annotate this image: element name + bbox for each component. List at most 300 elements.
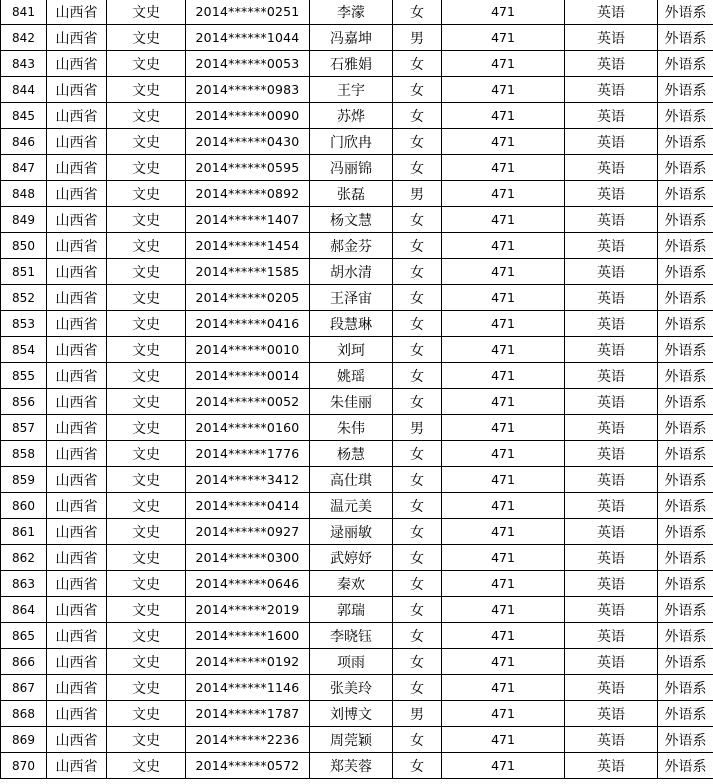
seq-cell: 860 (1, 493, 47, 519)
province-cell: 山西省 (47, 675, 107, 701)
province-cell: 山西省 (47, 493, 107, 519)
score-cell: 471 (442, 545, 565, 571)
category-cell: 文史 (107, 155, 186, 181)
seq-cell: 870 (1, 753, 47, 779)
table-row (1, 311, 713, 337)
score-cell: 471 (442, 597, 565, 623)
department-cell: 外语系 (658, 389, 713, 415)
seq-cell: 855 (1, 363, 47, 389)
major-cell: 英语 (565, 493, 658, 519)
seq-cell: 842 (1, 25, 47, 51)
student-name-cell: 李晓钰 (310, 623, 393, 649)
table-row (1, 233, 713, 259)
department-cell: 外语系 (658, 51, 713, 77)
seq-cell: 852 (1, 285, 47, 311)
table-row (1, 363, 713, 389)
province-cell: 山西省 (47, 233, 107, 259)
seq-cell: 865 (1, 623, 47, 649)
major-cell: 英语 (565, 727, 658, 753)
province-cell: 山西省 (47, 311, 107, 337)
seq-cell: 864 (1, 597, 47, 623)
gender-cell: 女 (393, 649, 442, 675)
category-cell: 文史 (107, 649, 186, 675)
department-cell: 外语系 (658, 493, 713, 519)
province-cell: 山西省 (47, 441, 107, 467)
score-cell: 471 (442, 675, 565, 701)
exam-id-cell: 2014******0052 (186, 389, 310, 415)
category-cell: 文史 (107, 51, 186, 77)
department-cell: 外语系 (658, 571, 713, 597)
table-row (1, 51, 713, 77)
category-cell: 文史 (107, 25, 186, 51)
major-cell: 英语 (565, 233, 658, 259)
exam-id-cell: 2014******0053 (186, 51, 310, 77)
student-name-cell: 杨文慧 (310, 207, 393, 233)
major-cell: 英语 (565, 259, 658, 285)
gender-cell: 女 (393, 597, 442, 623)
department-cell: 外语系 (658, 675, 713, 701)
category-cell: 文史 (107, 285, 186, 311)
major-cell: 英语 (565, 597, 658, 623)
student-name-cell: 冯嘉坤 (310, 25, 393, 51)
score-cell: 471 (442, 233, 565, 259)
category-cell: 文史 (107, 129, 186, 155)
seq-cell: 854 (1, 337, 47, 363)
score-cell: 471 (442, 727, 565, 753)
exam-id-cell: 2014******0205 (186, 285, 310, 311)
major-cell: 英语 (565, 337, 658, 363)
major-cell: 英语 (565, 389, 658, 415)
gender-cell: 男 (393, 701, 442, 727)
score-cell: 471 (442, 649, 565, 675)
department-cell: 外语系 (658, 103, 713, 129)
student-name-cell: 王宇 (310, 77, 393, 103)
gender-cell: 女 (393, 441, 442, 467)
category-cell: 文史 (107, 493, 186, 519)
student-name-cell: 武婷妤 (310, 545, 393, 571)
table-row (1, 337, 713, 363)
table-row (1, 129, 713, 155)
province-cell: 山西省 (47, 623, 107, 649)
student-name-cell: 胡水清 (310, 259, 393, 285)
table-row (1, 597, 713, 623)
seq-cell: 853 (1, 311, 47, 337)
department-cell: 外语系 (658, 233, 713, 259)
student-name-cell: 朱伟 (310, 415, 393, 441)
exam-id-cell: 2014******1044 (186, 25, 310, 51)
exam-id-cell: 2014******0014 (186, 363, 310, 389)
table-row (1, 155, 713, 181)
score-cell: 471 (442, 571, 565, 597)
seq-cell: 848 (1, 181, 47, 207)
seq-cell: 844 (1, 77, 47, 103)
exam-id-cell: 2014******0646 (186, 571, 310, 597)
seq-cell: 841 (1, 0, 47, 25)
student-name-cell: 段慧琳 (310, 311, 393, 337)
province-cell: 山西省 (47, 77, 107, 103)
department-cell: 外语系 (658, 285, 713, 311)
department-cell: 外语系 (658, 467, 713, 493)
student-name-cell: 门欣冉 (310, 129, 393, 155)
table-row (1, 649, 713, 675)
score-cell: 471 (442, 753, 565, 779)
province-cell: 山西省 (47, 415, 107, 441)
major-cell: 英语 (565, 441, 658, 467)
department-cell: 外语系 (658, 623, 713, 649)
table-row (1, 181, 713, 207)
exam-id-cell: 2014******0414 (186, 493, 310, 519)
score-cell: 471 (442, 415, 565, 441)
exam-id-cell: 2014******0416 (186, 311, 310, 337)
table-row (1, 519, 713, 545)
category-cell: 文史 (107, 623, 186, 649)
student-name-cell: 秦欢 (310, 571, 393, 597)
province-cell: 山西省 (47, 181, 107, 207)
gender-cell: 女 (393, 519, 442, 545)
exam-id-cell: 2014******1787 (186, 701, 310, 727)
table-row (1, 675, 713, 701)
gender-cell: 女 (393, 129, 442, 155)
department-cell: 外语系 (658, 25, 713, 51)
exam-id-cell: 2014******0090 (186, 103, 310, 129)
province-cell: 山西省 (47, 363, 107, 389)
gender-cell: 女 (393, 493, 442, 519)
exam-id-cell: 2014******1146 (186, 675, 310, 701)
province-cell: 山西省 (47, 155, 107, 181)
table-row (1, 259, 713, 285)
seq-cell: 863 (1, 571, 47, 597)
gender-cell: 女 (393, 77, 442, 103)
score-cell: 471 (442, 701, 565, 727)
major-cell: 英语 (565, 77, 658, 103)
table-row (1, 285, 713, 311)
major-cell: 英语 (565, 467, 658, 493)
table-row (1, 623, 713, 649)
major-cell: 英语 (565, 623, 658, 649)
student-name-cell: 高仕琪 (310, 467, 393, 493)
roster-body (1, 0, 713, 779)
student-name-cell: 冯丽锦 (310, 155, 393, 181)
student-name-cell: 苏烨 (310, 103, 393, 129)
seq-cell: 857 (1, 415, 47, 441)
major-cell: 英语 (565, 649, 658, 675)
category-cell: 文史 (107, 77, 186, 103)
student-name-cell: 项雨 (310, 649, 393, 675)
category-cell: 文史 (107, 181, 186, 207)
exam-id-cell: 2014******3412 (186, 467, 310, 493)
table-row (1, 571, 713, 597)
category-cell: 文史 (107, 103, 186, 129)
exam-id-cell: 2014******1454 (186, 233, 310, 259)
department-cell: 外语系 (658, 0, 713, 25)
table-row (1, 467, 713, 493)
department-cell: 外语系 (658, 181, 713, 207)
department-cell: 外语系 (658, 77, 713, 103)
score-cell: 471 (442, 25, 565, 51)
table-row (1, 545, 713, 571)
major-cell: 英语 (565, 675, 658, 701)
exam-id-cell: 2014******0595 (186, 155, 310, 181)
student-name-cell: 逯丽敏 (310, 519, 393, 545)
department-cell: 外语系 (658, 753, 713, 779)
student-name-cell: 朱佳丽 (310, 389, 393, 415)
province-cell: 山西省 (47, 259, 107, 285)
major-cell: 英语 (565, 753, 658, 779)
province-cell: 山西省 (47, 597, 107, 623)
province-cell: 山西省 (47, 519, 107, 545)
department-cell: 外语系 (658, 701, 713, 727)
score-cell: 471 (442, 389, 565, 415)
department-cell: 外语系 (658, 207, 713, 233)
major-cell: 英语 (565, 207, 658, 233)
seq-cell: 856 (1, 389, 47, 415)
exam-id-cell: 2014******0892 (186, 181, 310, 207)
table-row (1, 25, 713, 51)
student-name-cell: 刘博文 (310, 701, 393, 727)
category-cell: 文史 (107, 519, 186, 545)
exam-id-cell: 2014******1776 (186, 441, 310, 467)
province-cell: 山西省 (47, 0, 107, 25)
province-cell: 山西省 (47, 285, 107, 311)
department-cell: 外语系 (658, 259, 713, 285)
major-cell: 英语 (565, 129, 658, 155)
exam-id-cell: 2014******2019 (186, 597, 310, 623)
gender-cell: 女 (393, 467, 442, 493)
department-cell: 外语系 (658, 649, 713, 675)
seq-cell: 861 (1, 519, 47, 545)
category-cell: 文史 (107, 389, 186, 415)
score-cell: 471 (442, 207, 565, 233)
department-cell: 外语系 (658, 129, 713, 155)
seq-cell: 867 (1, 675, 47, 701)
category-cell: 文史 (107, 233, 186, 259)
score-cell: 471 (442, 623, 565, 649)
seq-cell: 846 (1, 129, 47, 155)
seq-cell: 862 (1, 545, 47, 571)
score-cell: 471 (442, 311, 565, 337)
seq-cell: 868 (1, 701, 47, 727)
seq-cell: 866 (1, 649, 47, 675)
score-cell: 471 (442, 441, 565, 467)
student-name-cell: 郑芙蓉 (310, 753, 393, 779)
category-cell: 文史 (107, 363, 186, 389)
category-cell: 文史 (107, 259, 186, 285)
province-cell: 山西省 (47, 545, 107, 571)
province-cell: 山西省 (47, 571, 107, 597)
exam-id-cell: 2014******0430 (186, 129, 310, 155)
table-row (1, 753, 713, 779)
seq-cell: 869 (1, 727, 47, 753)
gender-cell: 女 (393, 337, 442, 363)
seq-cell: 847 (1, 155, 47, 181)
student-name-cell: 姚瑶 (310, 363, 393, 389)
department-cell: 外语系 (658, 441, 713, 467)
table-row (1, 77, 713, 103)
exam-id-cell: 2014******0983 (186, 77, 310, 103)
score-cell: 471 (442, 181, 565, 207)
table-row (1, 0, 713, 25)
student-name-cell: 刘珂 (310, 337, 393, 363)
student-name-cell: 张磊 (310, 181, 393, 207)
gender-cell: 女 (393, 675, 442, 701)
department-cell: 外语系 (658, 545, 713, 571)
major-cell: 英语 (565, 415, 658, 441)
score-cell: 471 (442, 0, 565, 25)
seq-cell: 845 (1, 103, 47, 129)
province-cell: 山西省 (47, 337, 107, 363)
category-cell: 文史 (107, 415, 186, 441)
seq-cell: 859 (1, 467, 47, 493)
student-name-cell: 周莞颖 (310, 727, 393, 753)
score-cell: 471 (442, 337, 565, 363)
table-row (1, 727, 713, 753)
category-cell: 文史 (107, 441, 186, 467)
category-cell: 文史 (107, 597, 186, 623)
major-cell: 英语 (565, 51, 658, 77)
province-cell: 山西省 (47, 467, 107, 493)
gender-cell: 女 (393, 103, 442, 129)
exam-id-cell: 2014******0927 (186, 519, 310, 545)
major-cell: 英语 (565, 363, 658, 389)
exam-id-cell: 2014******1600 (186, 623, 310, 649)
major-cell: 英语 (565, 181, 658, 207)
student-name-cell: 王泽宙 (310, 285, 393, 311)
category-cell: 文史 (107, 0, 186, 25)
student-name-cell: 张美玲 (310, 675, 393, 701)
gender-cell: 女 (393, 571, 442, 597)
score-cell: 471 (442, 363, 565, 389)
gender-cell: 女 (393, 259, 442, 285)
exam-id-cell: 2014******0251 (186, 0, 310, 25)
score-cell: 471 (442, 467, 565, 493)
major-cell: 英语 (565, 25, 658, 51)
category-cell: 文史 (107, 727, 186, 753)
table-row (1, 493, 713, 519)
exam-id-cell: 2014******1407 (186, 207, 310, 233)
category-cell: 文史 (107, 701, 186, 727)
score-cell: 471 (442, 77, 565, 103)
exam-id-cell: 2014******0192 (186, 649, 310, 675)
seq-cell: 849 (1, 207, 47, 233)
gender-cell: 女 (393, 727, 442, 753)
student-name-cell: 温元美 (310, 493, 393, 519)
exam-id-cell: 2014******2236 (186, 727, 310, 753)
table-row (1, 441, 713, 467)
student-name-cell: 李濛 (310, 0, 393, 25)
gender-cell: 女 (393, 155, 442, 181)
exam-id-cell: 2014******0300 (186, 545, 310, 571)
category-cell: 文史 (107, 675, 186, 701)
major-cell: 英语 (565, 0, 658, 25)
gender-cell: 男 (393, 25, 442, 51)
table-row (1, 103, 713, 129)
score-cell: 471 (442, 103, 565, 129)
major-cell: 英语 (565, 155, 658, 181)
province-cell: 山西省 (47, 753, 107, 779)
gender-cell: 女 (393, 285, 442, 311)
gender-cell: 男 (393, 181, 442, 207)
category-cell: 文史 (107, 467, 186, 493)
table-row (1, 701, 713, 727)
category-cell: 文史 (107, 311, 186, 337)
table-row (1, 389, 713, 415)
department-cell: 外语系 (658, 311, 713, 337)
gender-cell: 女 (393, 311, 442, 337)
gender-cell: 女 (393, 545, 442, 571)
major-cell: 英语 (565, 285, 658, 311)
province-cell: 山西省 (47, 207, 107, 233)
major-cell: 英语 (565, 103, 658, 129)
exam-id-cell: 2014******0160 (186, 415, 310, 441)
seq-cell: 858 (1, 441, 47, 467)
gender-cell: 女 (393, 51, 442, 77)
province-cell: 山西省 (47, 25, 107, 51)
category-cell: 文史 (107, 571, 186, 597)
department-cell: 外语系 (658, 155, 713, 181)
gender-cell: 女 (393, 389, 442, 415)
major-cell: 英语 (565, 311, 658, 337)
exam-id-cell: 2014******0572 (186, 753, 310, 779)
gender-cell: 女 (393, 0, 442, 25)
score-cell: 471 (442, 519, 565, 545)
table-row (1, 207, 713, 233)
major-cell: 英语 (565, 701, 658, 727)
department-cell: 外语系 (658, 363, 713, 389)
student-name-cell: 杨慧 (310, 441, 393, 467)
department-cell: 外语系 (658, 727, 713, 753)
score-cell: 471 (442, 129, 565, 155)
province-cell: 山西省 (47, 129, 107, 155)
department-cell: 外语系 (658, 519, 713, 545)
category-cell: 文史 (107, 337, 186, 363)
category-cell: 文史 (107, 207, 186, 233)
province-cell: 山西省 (47, 701, 107, 727)
table-row (1, 415, 713, 441)
gender-cell: 女 (393, 207, 442, 233)
gender-cell: 女 (393, 623, 442, 649)
province-cell: 山西省 (47, 389, 107, 415)
province-cell: 山西省 (47, 103, 107, 129)
exam-id-cell: 2014******1585 (186, 259, 310, 285)
gender-cell: 女 (393, 753, 442, 779)
score-cell: 471 (442, 259, 565, 285)
score-cell: 471 (442, 285, 565, 311)
seq-cell: 851 (1, 259, 47, 285)
province-cell: 山西省 (47, 649, 107, 675)
seq-cell: 850 (1, 233, 47, 259)
province-cell: 山西省 (47, 51, 107, 77)
category-cell: 文史 (107, 545, 186, 571)
major-cell: 英语 (565, 519, 658, 545)
seq-cell: 843 (1, 51, 47, 77)
exam-id-cell: 2014******0010 (186, 337, 310, 363)
province-cell: 山西省 (47, 727, 107, 753)
major-cell: 英语 (565, 571, 658, 597)
gender-cell: 女 (393, 233, 442, 259)
department-cell: 外语系 (658, 415, 713, 441)
department-cell: 外语系 (658, 597, 713, 623)
student-name-cell: 郭瑞 (310, 597, 393, 623)
score-cell: 471 (442, 51, 565, 77)
score-cell: 471 (442, 155, 565, 181)
score-cell: 471 (442, 493, 565, 519)
gender-cell: 男 (393, 415, 442, 441)
student-name-cell: 郝金芬 (310, 233, 393, 259)
category-cell: 文史 (107, 753, 186, 779)
department-cell: 外语系 (658, 337, 713, 363)
gender-cell: 女 (393, 363, 442, 389)
student-name-cell: 石雅娟 (310, 51, 393, 77)
